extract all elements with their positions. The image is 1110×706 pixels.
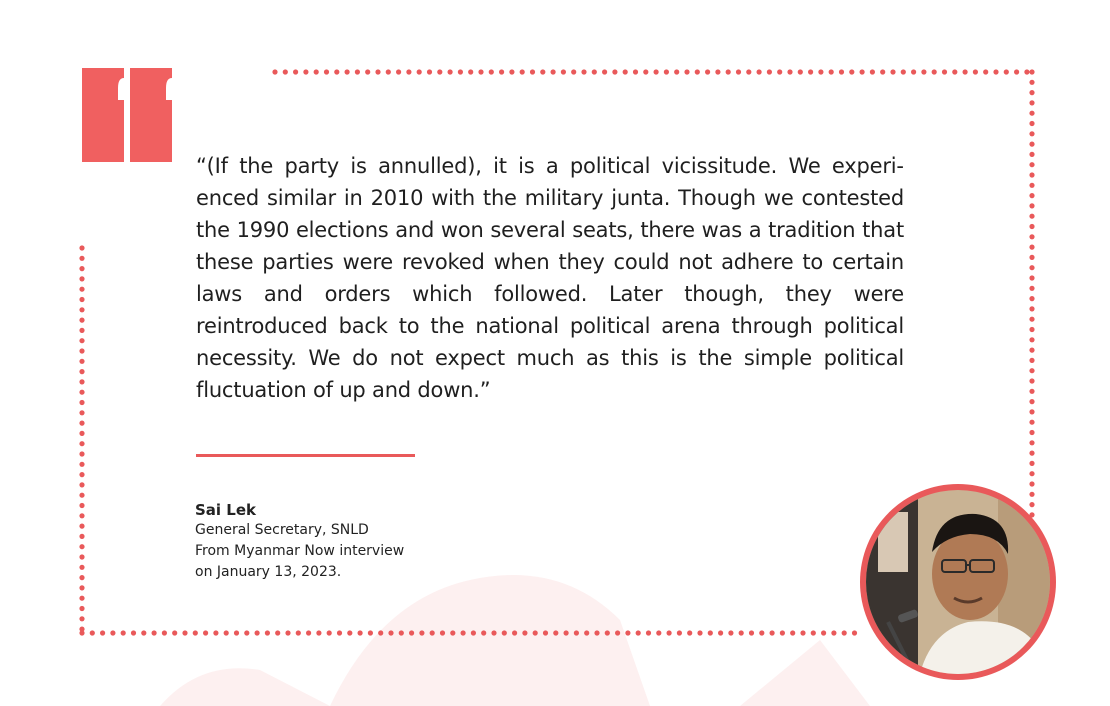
open-quote-icon — [78, 66, 176, 164]
divider — [196, 454, 415, 457]
attribution — [195, 500, 515, 583]
source-line-2: on January 13, 2023. — [195, 564, 342, 580]
portrait-photo — [858, 482, 1058, 682]
source-line-1: From Myanmar Now interview — [195, 543, 405, 559]
speaker-name: Sai Lek — [195, 501, 256, 519]
quote-text: “(If the party is annulled), it is a political vicissitude. We experienced similar in 2010 with the military junta. Though we contested the 1990 elections and won several seats, there was a tradition that these parties were revoked when they could not adhere to certain laws and orders which followed. Later though, they were reintroduced back to the national political arena through political necessity. We do not expect much as this is the simple political fluctuation of up and down.” — [196, 154, 904, 402]
speaker-title: General Secretary, SNLD — [195, 522, 369, 538]
